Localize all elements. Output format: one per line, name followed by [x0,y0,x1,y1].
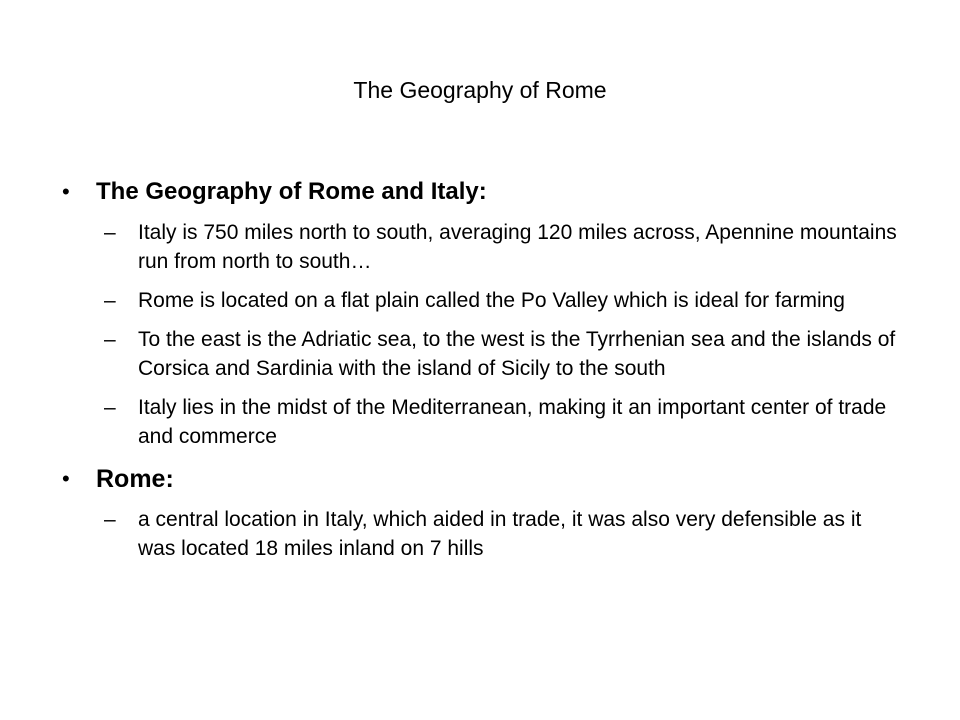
slide-content [62,174,902,573]
section-heading: Rome: [96,465,174,493]
dash-icon: – [104,396,116,419]
list-item-text: Italy is 750 miles north to south, averaging 120 miles across, Apennine mountains run from north to south… [138,221,897,273]
list-item [62,286,902,315]
dash-icon: – [104,221,116,244]
section-heading: The Geography of Rome and Italy: [96,178,487,205]
list-item [62,393,902,451]
section-geography-rome-italy [62,174,902,451]
sub-bullet-list [62,218,902,451]
dash-icon: – [104,289,116,312]
list-item [62,218,902,276]
list-item-text: Rome is located on a flat plain called the Po Valley which is ideal for farming [138,289,845,312]
bullet-icon: • [62,179,70,204]
list-item-text: a central location in Italy, which aided in trade, it was also very defensible as it was located 18 miles inland on 7 hills [138,508,862,560]
list-item-text: Italy lies in the midst of the Mediterranean, making it an important center of trade and commerce [138,396,887,448]
list-item-text: To the east is the Adriatic sea, to the west is the Tyrrhenian sea and the islands of Corsica and Sardinia with the island of Sicily to the south [138,328,896,380]
dash-icon: – [104,508,116,531]
section-rome [62,461,902,563]
bullet-icon: • [62,466,70,491]
list-item [62,505,902,563]
list-item [62,325,902,383]
sub-bullet-list [62,505,902,563]
slide-title: The Geography of Rome [353,77,607,103]
dash-icon: – [104,328,116,351]
